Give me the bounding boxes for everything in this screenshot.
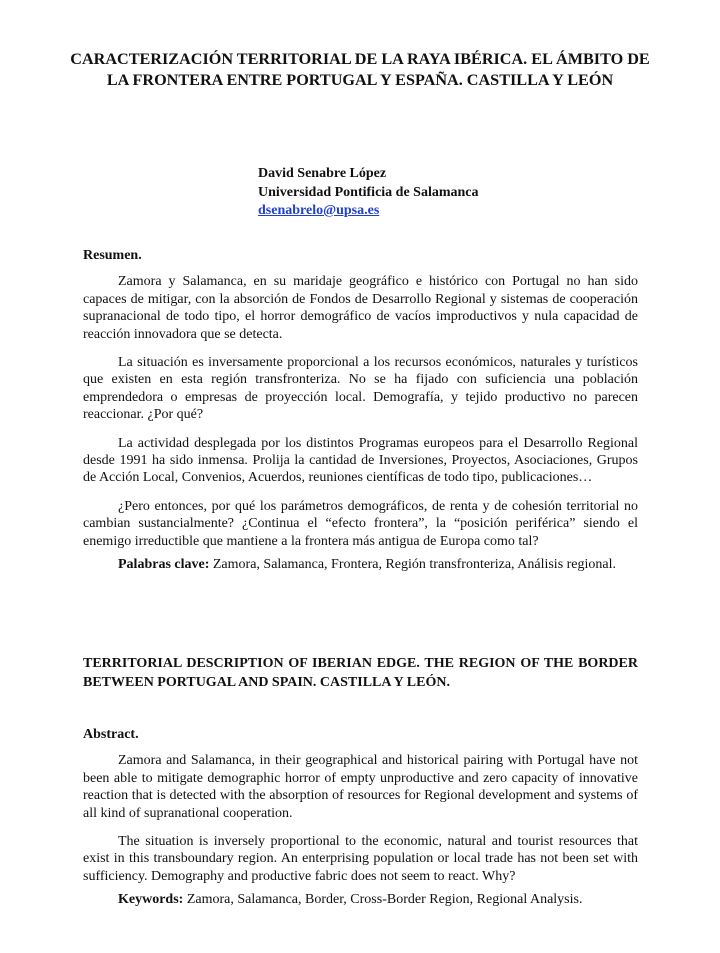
author-affiliation: Universidad Pontificia de Salamanca (258, 184, 479, 200)
abstract-paragraph: The situation is inversely proportional to the economic, natural and tourist resources that exist in this transboundary region. An enterprising population or local trade has not been set with sufficiency. Demography and productive fabric does not seem to react. Why? (83, 834, 638, 884)
resumen-paragraph: Zamora y Salamanca, en su maridaje geográfico e histórico con Portugal no han sido capaces de mitigar, con la absorción de Fondos de Desarrollo Regional y sistemas de cooperación supranacional de todo tipo, el horror demográfico de vacíos improductivos y nula capacidad de reacción innovadora que se detecta. (83, 274, 638, 342)
keywords-label: Palabras clave: (118, 557, 210, 573)
abstract-heading: Abstract. (83, 727, 139, 742)
author-name: David Senabre López (258, 166, 387, 181)
resumen-keywords (83, 556, 638, 573)
author-email-link[interactable]: dsenabrelo@upsa.es (258, 203, 380, 218)
resumen-heading: Resumen. (83, 248, 142, 263)
paper-title: CARACTERIZACIÓN TERRITORIAL DE LA RAYA IBÉRICA. EL ÁMBITO DE LA FRONTERA ENTRE PORTUGAL Y ESPAÑA. CASTILLA Y LEÓN (70, 50, 650, 89)
resumen-paragraph: La situación es inversamente proporcional a los recursos económicos, naturales y turísticos que existen en esta región transfronteriza. No se ha fijado con suficiencia una población emprendedora o empresas de proyección local. Demografía, y tejido productivo no parecen reaccionar. ¿Por qué? (83, 355, 638, 423)
abstract-section (83, 726, 638, 920)
author-block (258, 165, 479, 221)
abstract-paragraph: Zamora and Salamanca, in their geographical and historical pairing with Portugal have not been able to mitigate demographic horror of empty unproductive and zero capacity of innovative reaction that is detected with the absorption of resources for Regional development and systems of all kind of supranational cooperation. (83, 753, 638, 821)
english-title: TERRITORIAL DESCRIPTION OF IBERIAN EDGE. THE REGION OF THE BORDER BETWEEN PORTUGAL AND SPAIN. CASTILLA Y LEÓN. (83, 656, 638, 690)
resumen-paragraph: ¿Pero entonces, por qué los parámetros demográficos, de renta y de cohesión territorial no cambian sustancialmente? ¿Continua el “efecto frontera”, la “posición periférica” siendo el enemigo irreductible que mantiene a la frontera más antigua de Europa como tal? (83, 498, 638, 549)
keywords-text: Zamora, Salamanca, Border, Cross-Border Region, Regional Analysis. (183, 892, 583, 908)
abstract-keywords (83, 891, 638, 908)
resumen-paragraph: La actividad desplegada por los distintos Programas europeos para el Desarrollo Regional desde 1991 ha sido inmensa. Prolija la cantidad de Inversiones, Proyectos, Asociaciones, Grupos de Acción Local, Convenios, Acuerdos, reuniones científicas de todo tipo, publicaciones… (83, 435, 638, 486)
resumen-section (83, 247, 638, 585)
keywords-text: Zamora, Salamanca, Frontera, Región transfronteriza, Análisis regional. (209, 557, 617, 573)
keywords-label: Keywords: (118, 892, 184, 908)
